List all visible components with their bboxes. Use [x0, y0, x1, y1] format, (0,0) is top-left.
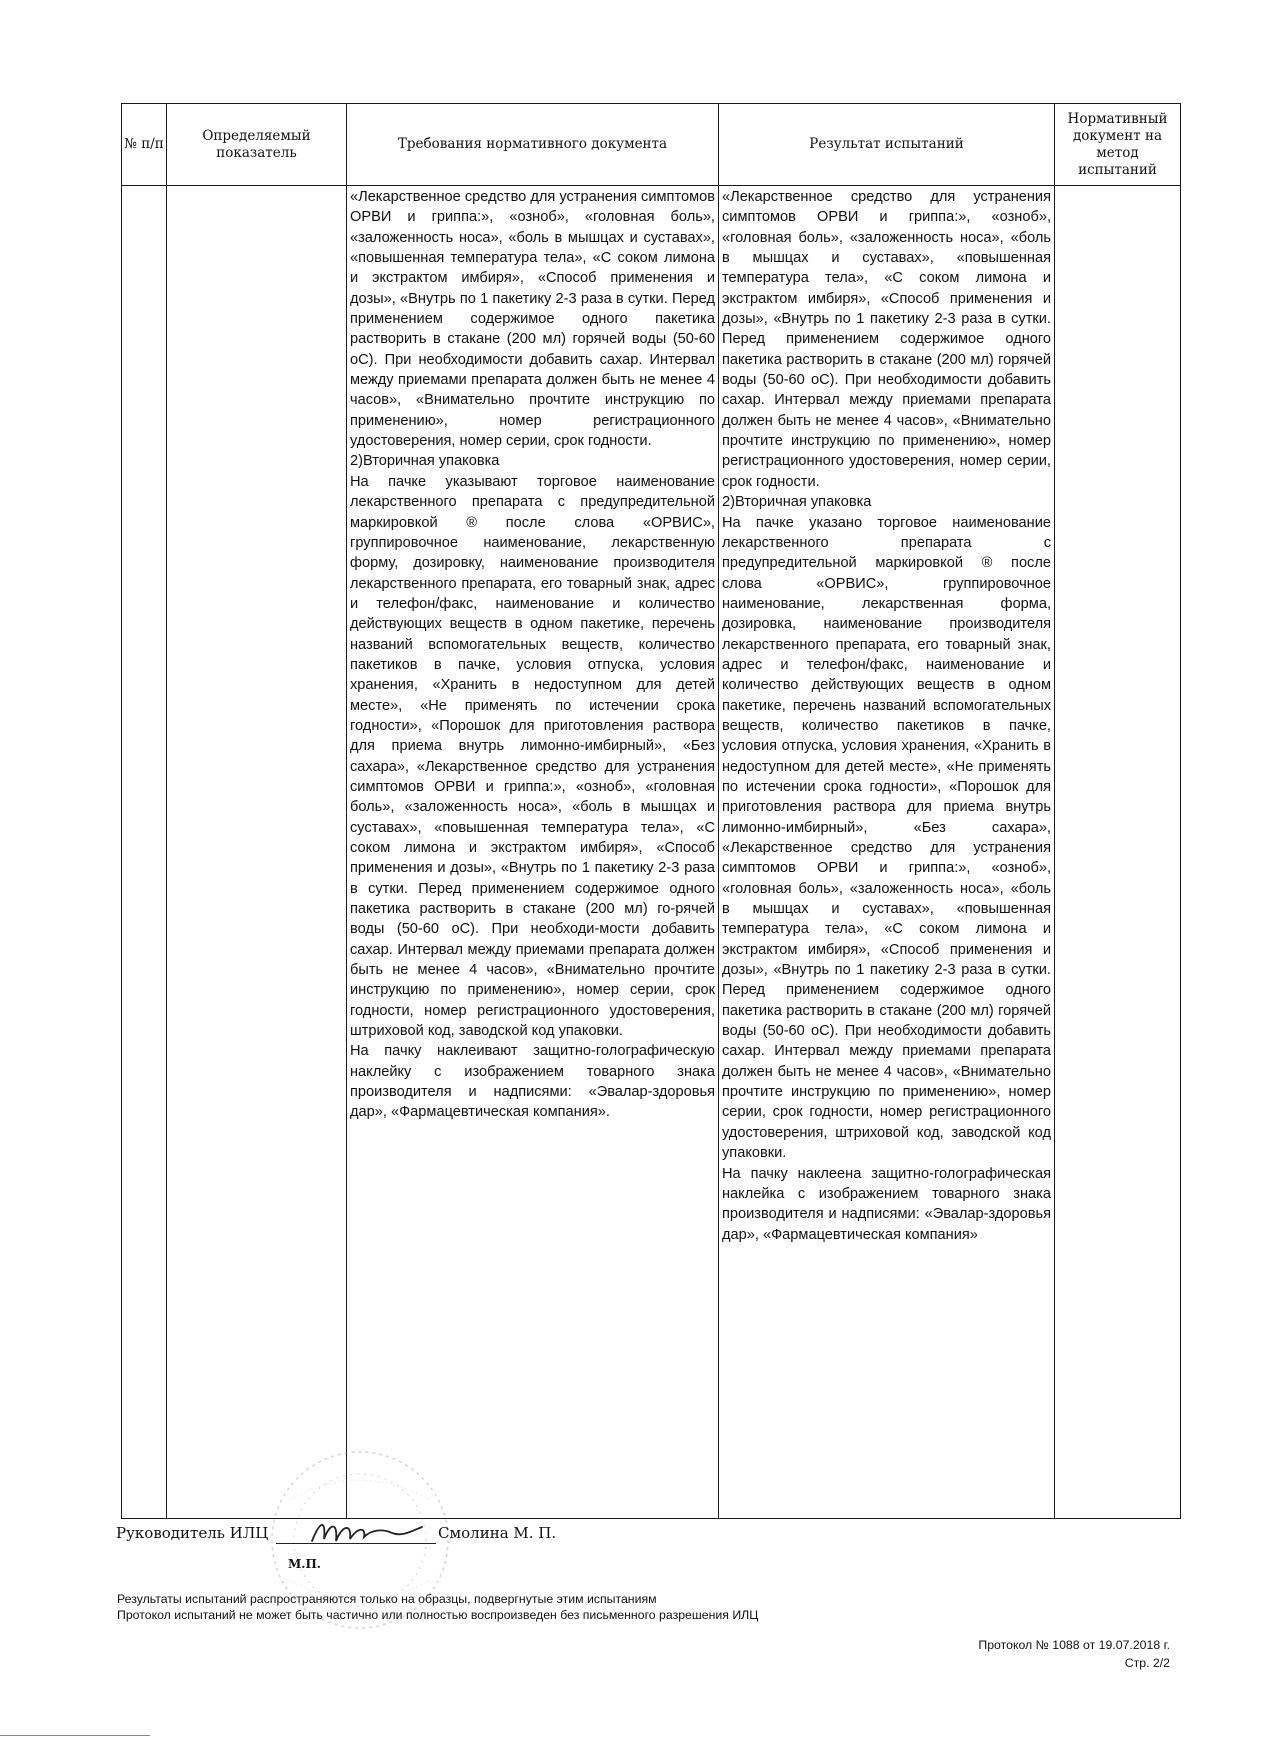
header-requirements: Требования нормативного документа	[347, 104, 719, 186]
footer-divider	[0, 1735, 150, 1736]
header-indicator: Определяемый показатель	[167, 104, 347, 186]
seal-label: М.П.	[288, 1557, 321, 1571]
requirements-paragraph: «Лекарственное средство для устранения симптомов ОРВИ и гриппа:», «озноб», «головная боль», «заложенность носа», «боль в мышцах и суставах», «повышенная температура тела», «С соком лимона и экстрактом имбиря», «Способ применения и дозы», «Внутрь по 1 пакетику 2-3 раза в сутки. Перед применением содержимое одного пакетика растворить в стакане (200 мл) горячей воды (50-60 оС). При необходимости добавить сахар. Интервал между приемами препарата должен быть не менее 4 часов», «Внимательно прочтите инструкцию по применению», номер регистрационного удостоверения, номер серии, срок годности.	[350, 189, 715, 450]
result-paragraph: На пачке указано торговое наименование лекарственного препарата с предупредительной маркировкой ® после слова «ОРВИС», группировочное наименование, лекарственная форма, дозировка, наименование производителя лекарственного препарата, его товарный знак, адрес и телефон/факс, наименование и количество действующих веществ в одном пакетике, перечень названий вспомогательных веществ, количество пакетиков в пачке, условия отпуска, условия хранения, «Хранить в недоступном для детей месте», «Не применять по истечении срока годности», «Порошок для приготовления раствора для приема внутрь лимонно-имбирный», «Без сахара», «Лекарственное средство для устранения симптомов ОРВИ и гриппа:», «озноб», «головная боль», «заложенность носа», «боль в мышцах и суставах», «повышенная температура тела», «С соком лимона и экстрактом имбиря», «Способ применения и дозы», «Внутрь по 1 пакетику 2-3 раза в сутки. Перед применением содержимое одного пакетика растворить в стакане (200 мл) горячей воды (50-60 оС). При необходимости добавить сахар. Интервал между приемами препарата должен быть не менее 4 часов», «Внимательно прочтите инструкцию по применению», номер серии, срок годности, номер регистрационного удостоверения, штриховой код, заводской код упаковки.	[722, 514, 1051, 1162]
signature-line	[116, 1521, 576, 1547]
signature-name: Смолина М. П.	[438, 1524, 557, 1542]
table-row	[122, 186, 1181, 1519]
requirements-paragraph: На пачку наклеивают защитно-голографическую наклейку с изображением товарного знака производителя и надписями: «Эвалар-здоровья дар», «Фармацевтическая компания».	[350, 1043, 715, 1121]
header-result: Результат испытаний	[719, 104, 1055, 186]
cell-num	[122, 186, 167, 1519]
result-paragraph: На пачку наклеена защитно-голографическая наклейка с изображением товарного знака производителя и надписями: «Эвалар-здоровья дар», «Фармацевтическая компания»	[722, 1165, 1051, 1243]
requirements-subheading: 2)Вторичная упаковка	[350, 453, 500, 470]
cell-indicator	[167, 186, 347, 1519]
note-line: Результаты испытаний распространяются только на образцы, подвергнутые этим испытаниям	[117, 1592, 657, 1606]
cell-requirements	[347, 186, 719, 1519]
results-table	[121, 103, 1181, 1519]
header-num: № п/п	[122, 104, 167, 186]
result-paragraph: «Лекарственное средство для устранения симптомов ОРВИ и гриппа:», «озноб», «головная боль», «заложенность носа», «боль в мышцах и суставах», «повышенная температура тела», «С соком лимона и экстрактом имбиря», «Способ применения и дозы», «Внутрь по 1 пакетику 2-3 раза в сутки. Перед применением содержимое одного пакетика растворить в стакане (200 мл) горячей воды (50-60 оС). При необходимости добавить сахар. Интервал между приемами препарата должен быть не менее 4 часов», «Внимательно прочтите инструкцию по применению», номер регистрационного удостоверения, номер серии, срок годности.	[722, 189, 1051, 490]
cell-norm-method	[1055, 186, 1181, 1519]
requirements-paragraph: На пачке указывают торговое наименование лекарственного препарата с предупредительной маркировкой ® после слова «ОРВИС», группировочное наименование, лекарственную форму, дозировку, наименование производителя лекарственного препарата, его товарный знак, адрес и телефон/факс, наименование и количество действующих веществ в одном пакетике, перечень названий вспомогательных веществ, количество пакетиков в пачке, условия отпуска, условия хранения, «Хранить в недоступном для детей месте», «Не применять по истечении срока годности», «Порошок для приготовления раствора для приема внутрь лимонно-имбирный», «Без сахара», «Лекарственное средство для устранения симптомов ОРВИ и гриппа:», «озноб», «головная боль», «заложенность носа», «боль в мышцах и суставах», «повышенная температура тела», «С соком лимона и экстрактом имбиря», «Способ применения и дозы», «Внутрь по 1 пакетику 2-3 раза в сутки. Перед применением содержимое одного пакетика растворить в стакане (200 мл) го-рячей воды (50-60 оС). При необходи-мости добавить сахар. Интервал между приемами препарата должен быть не менее 4 часов», «Внимательно прочтите инструкцию по применению», номер серии, срок годности, номер регистрационного удостоверения, штриховой код, заводской код упаковки.	[350, 473, 715, 1040]
signature-label: Руководитель ИЛЦ	[116, 1524, 269, 1542]
cell-result	[719, 186, 1055, 1519]
protocol-number: Протокол № 1088 от 19.07.2018 г.	[978, 1638, 1170, 1652]
result-subheading: 2)Вторичная упаковка	[722, 494, 872, 511]
protocol-info	[978, 1636, 1170, 1672]
handwritten-signature-icon	[306, 1515, 426, 1549]
disclaimer-notes	[117, 1591, 758, 1623]
header-norm-method: Нормативный документ на метод испытаний	[1055, 104, 1181, 186]
table-header-row	[122, 104, 1181, 186]
page-number: Стр. 2/2	[1124, 1656, 1170, 1670]
note-line: Протокол испытаний не может быть частично или полностью воспроизведен без письменного разрешения ИЛЦ	[117, 1608, 759, 1622]
